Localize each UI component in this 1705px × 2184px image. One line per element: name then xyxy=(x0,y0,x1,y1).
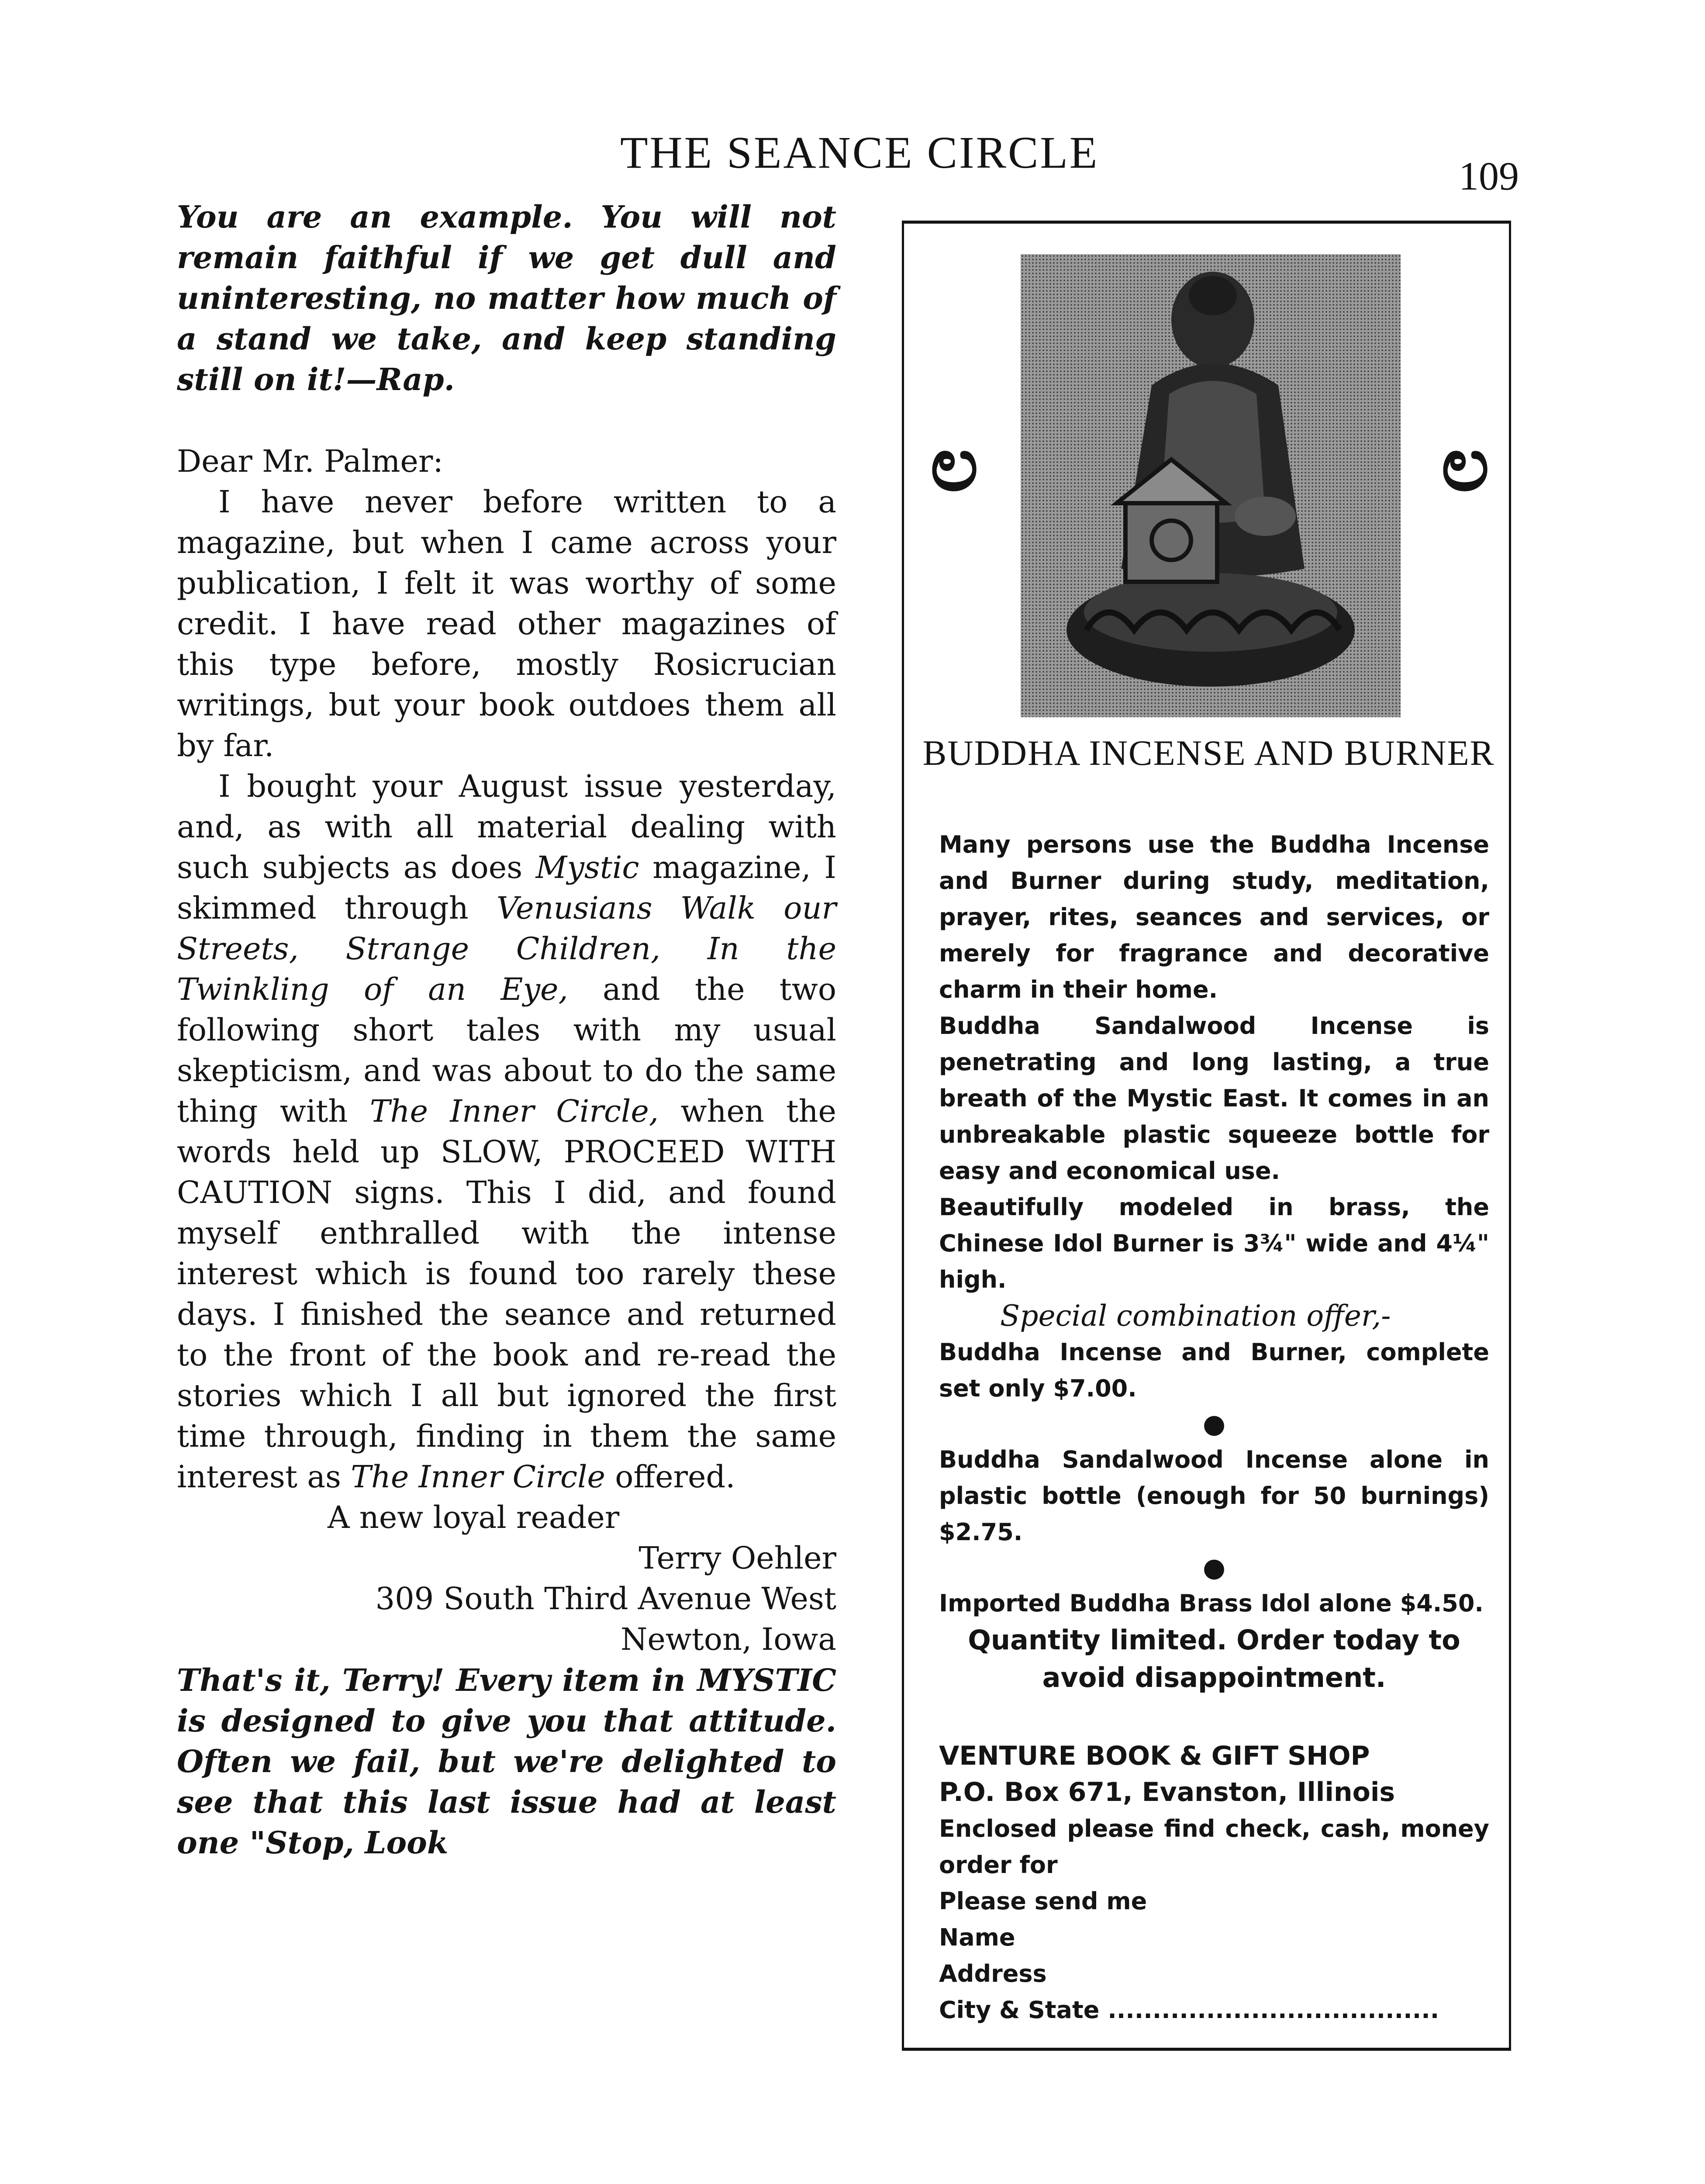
letter-text: magazine, I skimmed through xyxy=(177,850,836,926)
running-head: THE SEANCE CIRCLE xyxy=(620,128,1099,178)
letter-text: and the two following short tales with my usual skepticism, and was about to do the same thing with xyxy=(177,971,836,1129)
editor-reply-2: That's it, Terry! Every item in MYSTIC is designed to give you that attitude. Often we fail, but we're delighted to see that this last issue had at least one "Stop, Look xyxy=(177,1662,836,1861)
ad-title: BUDDHA INCENSE AND BURNER xyxy=(922,733,1495,773)
offer-complete-set: Buddha Incense and Burner, complete set only $7.00. xyxy=(939,1338,1489,1402)
signature-street: 309 South Third Avenue West xyxy=(375,1581,836,1617)
shop-address: P.O. Box 671, Evanston, Illinois xyxy=(939,1777,1395,1807)
feature-title: The Inner Circle xyxy=(351,1459,605,1495)
magazine-title: Mystic xyxy=(535,850,639,885)
ad-body xyxy=(939,826,1489,2028)
advertisement-box xyxy=(902,221,1511,2051)
order-form-name: Name xyxy=(939,1924,1015,1951)
offer-incense-alone: Buddha Sandalwood Incense alone in plastic bottle (enough for 50 burnings) $2.75. xyxy=(939,1446,1489,1546)
ad-brass-copy: Beautifully modeled in brass, the Chinese Idol Burner is 3¾" wide and 4¼" high. xyxy=(939,1193,1489,1293)
editor-reply-1: You are an example. You will not remain faithful if we get dull and uninteresting, no matter how much of a stand we take, and keep standing still on it!—Rap. xyxy=(177,199,836,397)
letters-column xyxy=(177,197,836,1863)
ornament-right-icon: ಲ xyxy=(1441,420,1490,508)
letter-paragraph-2 xyxy=(177,766,836,1497)
buddha-idol-photo xyxy=(1021,254,1401,717)
feature-title: The Inner Circle, xyxy=(369,1093,659,1129)
ornament-left-icon: ಲ xyxy=(930,420,979,508)
letter-paragraph-1: I have never before written to a magazine, but when I came across your publication, I felt it was worthy of some credit. I have read other magazines of this type before, mostly Rosicrucian writings, but your book outdoes them all by far. xyxy=(177,484,836,764)
quantity-limited-notice: Quantity limited. Order today to avoid disappointment. xyxy=(968,1624,1460,1693)
shop-name: VENTURE BOOK & GIFT SHOP xyxy=(939,1741,1370,1771)
ad-description: Many persons use the Buddha Incense and Burner during study, meditation, prayer, rites, seances and services, or merely for fragrance and decorative charm in their home. xyxy=(939,831,1489,1003)
story-titles: Venusians Walk our Streets, Strange Children, In the Twinkling of an Eye, xyxy=(177,890,836,1007)
bullet-separator: ● xyxy=(1202,1552,1226,1583)
signature-name: Terry Oehler xyxy=(639,1540,836,1576)
buddha-statue-illustration xyxy=(1021,254,1401,717)
order-form-address: Address xyxy=(939,1960,1047,1987)
page-number: 109 xyxy=(1459,154,1519,198)
letter-text: I bought your August issue yesterday, and, as with all material dealing with such subjects as does xyxy=(177,768,836,885)
order-form-city-state: City & State ..................................... xyxy=(939,1996,1439,2024)
letter-text: when the words held up SLOW, PROCEED WITH CAUTION signs. This I did, and found myself enthralled with the intense interest which is found too rarely these days. I finished the seance and returned to the front of the book and re-read the stories which I all but ignored the first time through, finding in them the same interest as xyxy=(177,1093,836,1495)
ad-sandalwood-copy: Buddha Sandalwood Incense is penetrating and long lasting, a true breath of the Mystic East. It comes in an unbreakable plastic squeeze bottle for easy and economical use. xyxy=(939,1012,1489,1185)
letter-text: offered. xyxy=(605,1459,735,1495)
order-form-send: Please send me xyxy=(939,1887,1147,1915)
signature-city: Newton, Iowa xyxy=(621,1621,836,1657)
order-form-enclosed: Enclosed please find check, cash, money order for xyxy=(939,1815,1489,1879)
letter-salutation: Dear Mr. Palmer: xyxy=(177,443,443,479)
offer-heading: Special combination offer,- xyxy=(1000,1299,1391,1333)
bullet-separator: ● xyxy=(1202,1409,1226,1439)
offer-idol-alone: Imported Buddha Brass Idol alone $4.50. xyxy=(939,1590,1484,1617)
letter-signoff: A new loyal reader xyxy=(328,1500,620,1535)
